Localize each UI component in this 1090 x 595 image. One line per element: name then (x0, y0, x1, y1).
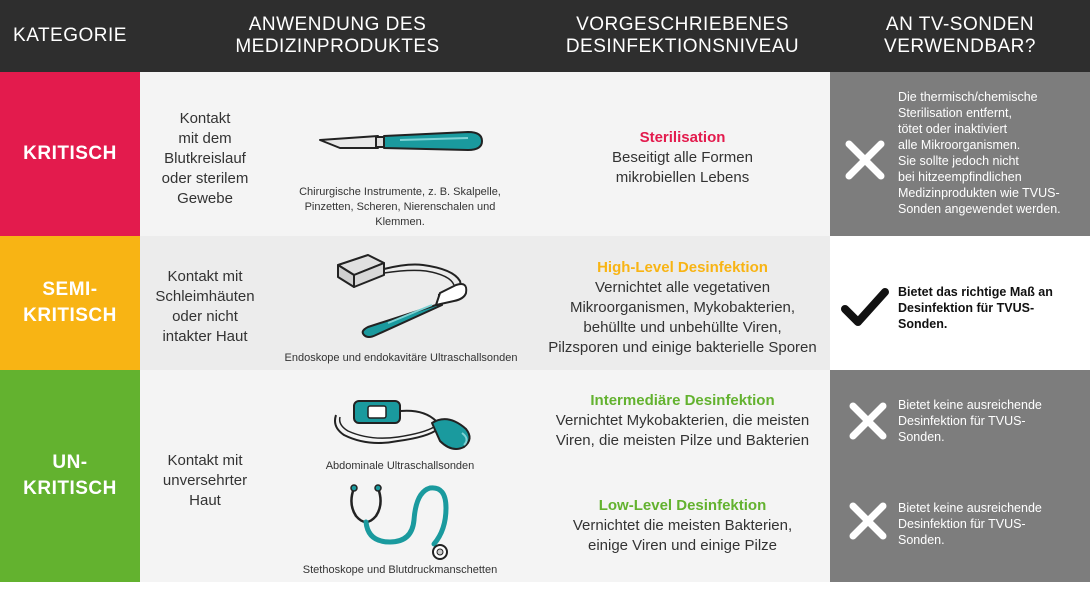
header-tv-sonden (830, 0, 1090, 72)
verdict-semikritisch-line3: Sonden. (898, 317, 948, 331)
contact-unkritisch-line2: unversehrter (162, 472, 248, 489)
header-anwendung (140, 0, 535, 72)
contact-unkritisch (150, 451, 260, 511)
level-semikritisch-title: High-Level Desinfektion (597, 259, 768, 276)
cross-icon (848, 401, 888, 441)
level-semikritisch-line3: behüllte und unbehüllte Viren, (583, 319, 782, 336)
contact-kritisch-line1: Kontakt (179, 110, 231, 127)
category-semikritisch-line2: KRITISCH (23, 305, 117, 326)
level-intermediaer-title: Intermediäre Desinfektion (590, 392, 775, 409)
header-kategorie-line1: KATEGORIE (13, 25, 127, 46)
header-anwendung-line1: ANWENDUNG DES (248, 14, 427, 35)
caption-kritisch-line2: Pinzetten, Scheren, Nierenschalen und (304, 201, 496, 213)
level-lowlevel (535, 496, 830, 556)
level-kritisch (535, 128, 830, 188)
contact-semikritisch-line4: intakter Haut (162, 328, 248, 345)
stethoscope-icon (344, 482, 460, 562)
verdict-semikritisch-line2: Desinfektion für TVUS- (898, 301, 1035, 315)
caption-kritisch-line3: Klemmen. (375, 216, 425, 228)
caption-kritisch (280, 185, 520, 230)
header-anwendung-line2: MEDIZINPRODUKTES (235, 36, 440, 57)
bottom-margin (0, 582, 1090, 595)
transvaginal-probe-icon (328, 243, 478, 343)
level-semikritisch (535, 258, 830, 358)
level-lowlevel-title: Low-Level Desinfektion (598, 497, 767, 514)
verdict-intermediaer-line3: Sonden. (898, 430, 945, 444)
contact-kritisch (150, 109, 260, 209)
contact-semikritisch-line2: Schleimhäuten (155, 288, 255, 305)
level-kritisch-title: Sterilisation (639, 129, 726, 146)
level-intermediaer-line2: Viren, die meisten Pilze und Bakterien (555, 432, 810, 449)
contact-unkritisch-line3: Haut (189, 492, 221, 509)
contact-unkritisch-line1: Kontakt mit (167, 452, 243, 469)
header-tv-line1: AN TV-SONDEN (885, 14, 1035, 35)
level-lowlevel-line1: Vernichtet die meisten Bakterien, (572, 517, 793, 534)
category-unkritisch (0, 370, 140, 582)
caption-semikritisch (270, 351, 532, 366)
abdominal-probe-icon (328, 393, 478, 457)
verdict-kritisch-text (898, 89, 1061, 217)
level-semikritisch-line4: Pilzsporen und einige bakterielle Sporen (548, 339, 817, 356)
category-kritisch-label: KRITISCH (23, 143, 117, 164)
level-intermediaer-line1: Vernichtet Mykobakterien, die meisten (555, 412, 810, 429)
caption-unkritisch-2-line1: Stethoskope und Blutdruckmanschetten (302, 564, 498, 576)
level-semikritisch-line1: Vernichtet alle vegetativen (594, 279, 771, 296)
level-kritisch-line2: mikrobiellen Lebens (615, 169, 750, 186)
verdict-semikritisch-line1: Bietet das richtige Maß an (898, 285, 1053, 299)
caption-unkritisch-1 (300, 459, 500, 474)
caption-unkritisch-1-line1: Abdominale Ultraschallsonden (325, 460, 475, 472)
level-semikritisch-line2: Mikroorganismen, Mykobakterien, (569, 299, 796, 316)
caption-semikritisch-line1: Endoskope und endokavitäre Ultraschallsonden (284, 352, 518, 364)
verdict-kritisch-line7: Medizinprodukten wie TVUS- (898, 186, 1060, 200)
header-tv-line2: VERWENDBAR? (884, 36, 1036, 57)
verdict-kritisch-line5: Sie sollte jedoch nicht (898, 154, 1019, 168)
category-unkritisch-line1: UN- (52, 452, 88, 473)
caption-unkritisch-2 (280, 563, 520, 578)
verdict-intermediaer-text (898, 397, 1042, 445)
verdict-lowlevel-text (898, 500, 1042, 548)
verdict-lowlevel-line3: Sonden. (898, 533, 945, 547)
verdict-semikritisch-text (898, 284, 1053, 332)
header-niveau-line2: DESINFEKTIONSNIVEAU (565, 36, 800, 57)
verdict-intermediaer-line1: Bietet keine ausreichende (898, 398, 1042, 412)
level-lowlevel-line2: einige Viren und einige Pilze (587, 537, 778, 554)
contact-semikritisch-line1: Kontakt mit (167, 268, 243, 285)
contact-kritisch-line4: oder sterilem (161, 170, 249, 187)
contact-kritisch-line5: Gewebe (177, 190, 233, 207)
verdict-kritisch-line2: Sterilisation entfernt, (898, 106, 1012, 120)
contact-kritisch-line3: Blutkreislauf (164, 150, 246, 167)
verdict-kritisch-line6: bei hitzeempfindlichen (898, 170, 1022, 184)
contact-semikritisch (150, 267, 260, 347)
category-kritisch (0, 72, 140, 236)
header-kategorie (0, 0, 140, 72)
verdict-kritisch-line8: Sonden angewendet werden. (898, 202, 1061, 216)
header-niveau-line1: VORGESCHRIEBENES (576, 14, 789, 35)
verdict-lowlevel-line2: Desinfektion für TVUS- (898, 517, 1026, 531)
category-semikritisch (0, 236, 140, 370)
category-unkritisch-line2: KRITISCH (23, 478, 117, 499)
verdict-lowlevel-line1: Bietet keine ausreichende (898, 501, 1042, 515)
verdict-kritisch-line3: tötet oder inaktiviert (898, 122, 1008, 136)
contact-kritisch-line2: mit dem (178, 130, 232, 147)
header-desinfektionsniveau (535, 0, 830, 72)
caption-kritisch-line1: Chirurgische Instrumente, z. B. Skalpelle, (299, 186, 501, 198)
cross-icon (848, 501, 888, 541)
cross-icon (844, 139, 886, 181)
category-semikritisch-line1: SEMI- (42, 279, 98, 300)
level-kritisch-line1: Beseitigt alle Formen (612, 149, 753, 166)
scalpel-icon (318, 126, 488, 160)
level-intermediaer (535, 391, 830, 451)
verdict-kritisch-line1: Die thermisch/chemische (898, 90, 1038, 104)
verdict-kritisch-line4: alle Mikroorganismen. (898, 138, 1021, 152)
checkmark-icon (840, 285, 890, 329)
verdict-intermediaer-line2: Desinfektion für TVUS- (898, 414, 1026, 428)
contact-semikritisch-line3: oder nicht (172, 308, 238, 325)
